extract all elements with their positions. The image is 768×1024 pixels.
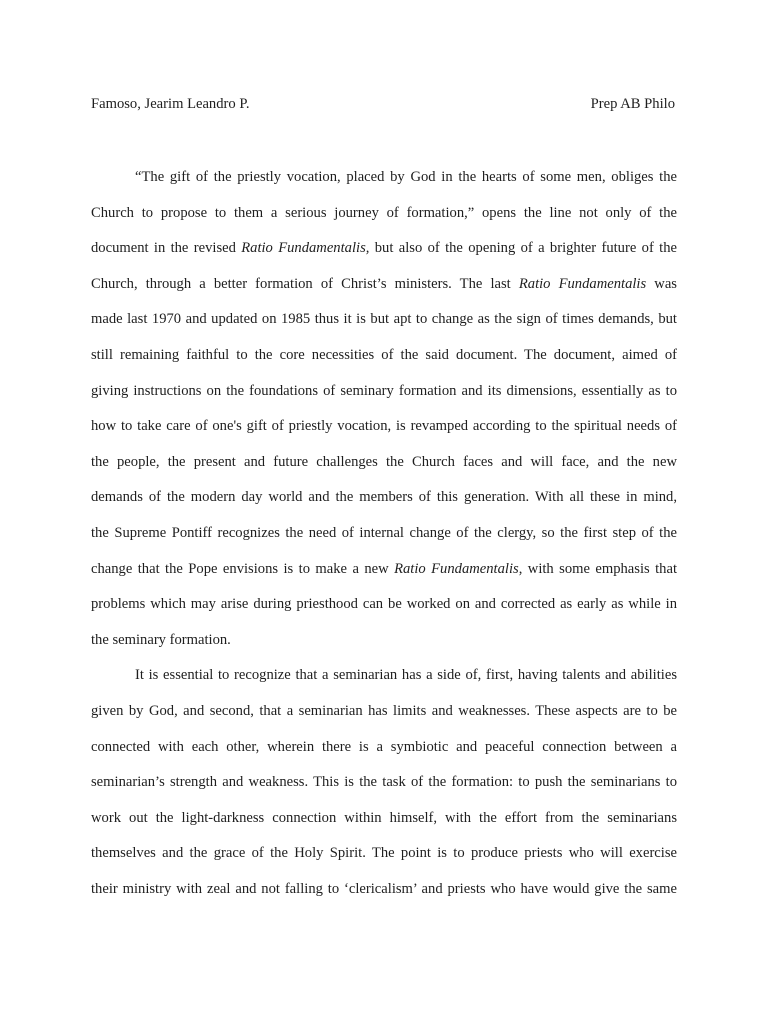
text-run: Church, through a better formation of Christ’s ministers. The last [91,275,519,292]
page-header [91,93,675,115]
paragraph-1-line: how to take care of one's gift of priestly vocation, is revamped according to the spiritual needs of [91,418,677,435]
paragraph-1-line [91,552,677,588]
paragraph-1-line: Church to propose to them a serious journey of formation,” opens the line not only of the [91,204,677,221]
paragraph-1-line: the people, the present and future challenges the Church faces and will face, and the new [91,453,677,470]
author-name: Famoso, Jearim Leandro P. [91,96,250,112]
paragraph-2-line: themselves and the grace of the Holy Spirit. The point is to produce priests who will exercise [91,845,677,862]
paragraph-2-line: seminarian’s strength and weakness. This is the task of the formation: to push the seminarians to [91,774,677,791]
paragraph-1-line: still remaining faithful to the core necessities of the said document. The document, aimed of [91,346,677,363]
text-run: document in the revised [91,240,242,257]
paragraph-1-line: made last 1970 and updated on 1985 thus it is but apt to change as the sign of times demands, but [91,311,677,328]
paragraph-1-line [91,267,677,303]
text-run: change that the Pope envisions is to make a new [91,560,395,577]
ratio-fundamentalis-title: Ratio Fundamentalis, [241,240,370,257]
paragraph-2-line: It is essential to recognize that a seminarian has a side of, first, having talents and abilities [135,667,677,684]
ratio-fundamentalis-title: Ratio Fundamentalis [394,560,519,577]
paragraph-2-line: connected with each other, wherein there is a symbiotic and peaceful connection between a [91,738,677,755]
paragraph-1-line: “The gift of the priestly vocation, placed by God in the hearts of some men, obliges the [135,169,677,185]
paragraph-2-line: work out the light-darkness connection within himself, with the effort from the seminarians [91,809,677,826]
paragraph-2-line: their ministry with zeal and not falling to ‘clericalism’ and priests who have would give the same [91,880,677,897]
paragraph-2-line: given by God, and second, that a seminarian has limits and weaknesses. These aspects are to be [91,702,677,719]
paragraph-1-line: the Supreme Pontiff recognizes the need of internal change of the clergy, so the first step of the [91,524,677,541]
text-run: but also of the opening of a brighter future of the [369,240,677,257]
paragraph-1-line [91,231,677,267]
ratio-fundamentalis-title: Ratio Fundamentalis [518,275,647,292]
paragraph-1-line: demands of the modern day world and the members of this generation. With all these in mind, [91,489,677,506]
paragraph-1-line: giving instructions on the foundations of seminary formation and its dimensions, essentially as to [91,382,677,399]
course-name: Prep AB Philo [590,96,675,112]
paragraph-1-line: problems which may arise during priesthood can be worked on and corrected as early as while in [91,596,677,613]
text-run: was [646,275,677,292]
paragraph-1-line: the seminary formation. [91,631,231,648]
essay-body [91,160,677,907]
text-run: , with some emphasis that [518,560,677,577]
